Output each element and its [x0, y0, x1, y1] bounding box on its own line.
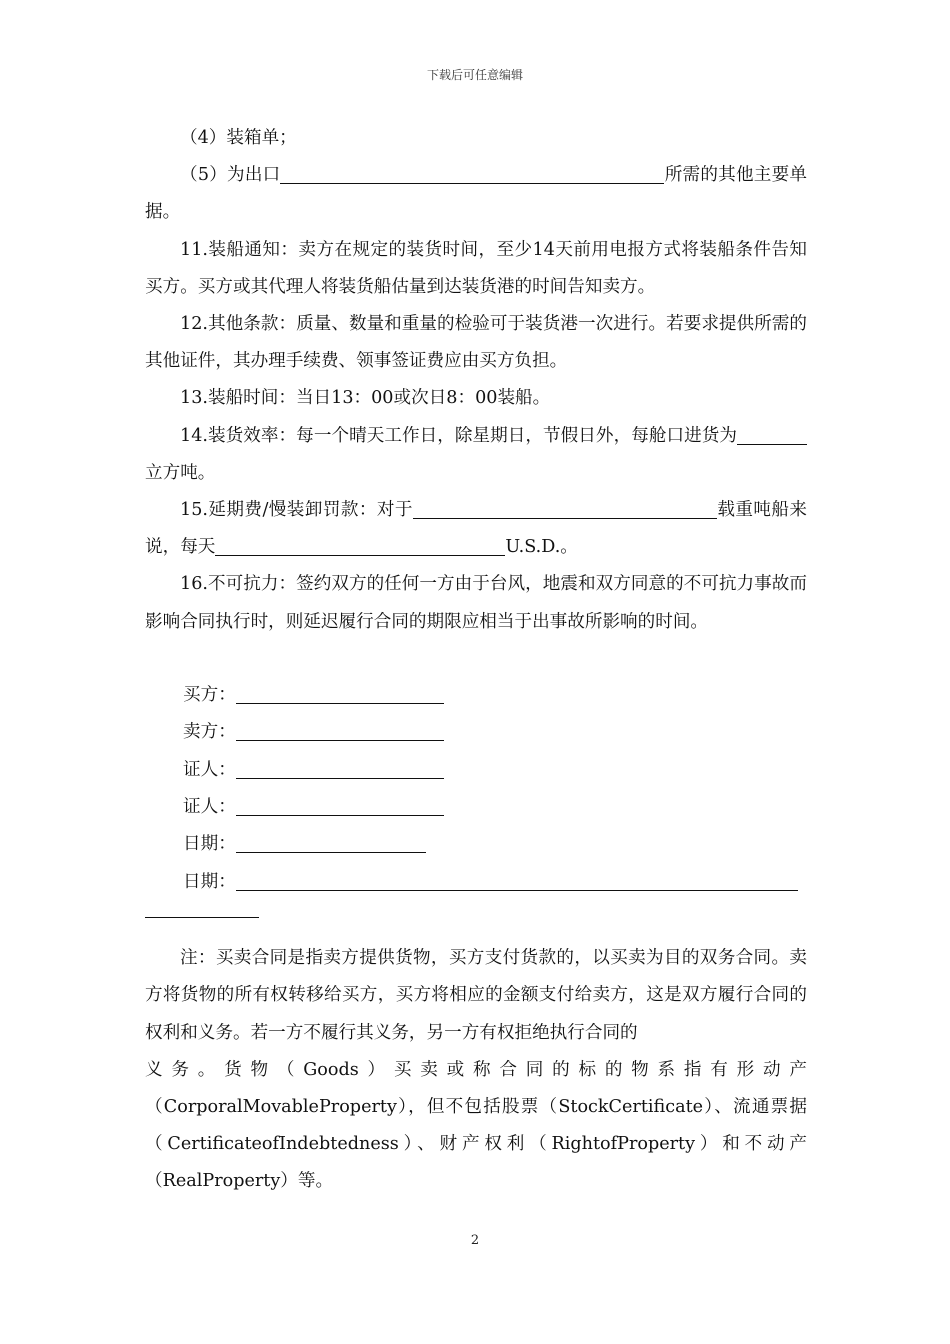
document-body [145, 120, 807, 1201]
witness2-signature-line[interactable] [236, 793, 444, 816]
note-line-2: 义务。货物（Goods）买卖或称合同的标的物系指有形动产 [145, 1059, 807, 1080]
seller-signature-row [145, 714, 807, 751]
clause-15-suffix: U.S.D.。 [505, 537, 578, 558]
page-header: 下载后可任意编辑 [426, 68, 523, 82]
witness2-label: 证人： [183, 797, 236, 818]
witness2-signature-row [145, 789, 807, 826]
date2-row [145, 864, 807, 901]
item-4: （4）装箱单； [180, 128, 297, 148]
witness1-signature-line[interactable] [236, 756, 444, 779]
buyer-signature-row [145, 677, 807, 714]
note-line-3: （CorporalMovableProperty），但不包括股票（StockCertificate）、流通票据（CertificateofIndebtedness）、财产权利（RightofProperty）和不动产（RealProperty）等。 [145, 1097, 807, 1192]
clause-14 [145, 418, 807, 492]
item-5-suffix: 所需的其他主要单据。 [145, 165, 807, 223]
daily-fee-blank [215, 533, 505, 556]
item-5-prefix: （5）为出口 [180, 165, 281, 186]
tonnage-blank [413, 496, 717, 519]
buyer-signature-line[interactable] [236, 681, 444, 704]
date1-row [145, 826, 807, 863]
clause-14-suffix: 立方吨。 [145, 462, 216, 483]
date1-label: 日期： [183, 834, 236, 855]
clause-16: 16.不可抗力：签约双方的任何一方由于台风，地震和双方同意的不可抗力事故而影响合同执行时，则延迟履行合同的期限应相当于出事故所影响的时间。 [145, 574, 807, 632]
witness1-signature-row [145, 752, 807, 789]
note-section [145, 940, 807, 1200]
witness1-label: 证人： [183, 759, 236, 780]
seller-label: 卖方： [183, 722, 236, 743]
buyer-label: 买方： [183, 684, 236, 705]
clause-14-prefix: 14.装货效率：每一个晴天工作日，除星期日，节假日外，每舱口进货为 [180, 425, 737, 446]
note-line-1: 注：买卖合同是指卖方提供货物，买方支付货款的，以买卖为目的双务合同。卖方将货物的所有权转移给买方，买方将相应的金额支付给卖方，这是双方履行合同的权利和义务。若一方不履行其义务，另一方有权拒绝执行合同的 [145, 948, 807, 1043]
page-number: 2 [470, 1233, 480, 1248]
clause-13: 13.装船时间：当日13：00或次日8：00装船。 [180, 388, 551, 409]
clause-11: 11.装船通知：卖方在规定的装货时间，至少14天前用电报方式将装船条件告知买方。买方或其代理人将装货船估量到达装货港的时间告知卖方。 [145, 239, 807, 297]
clause-15 [145, 492, 807, 566]
clause-12: 12.其他条款：质量、数量和重量的检验可于装货港一次进行。若要求提供所需的其他证件，其办理手续费、领事签证费应由买方负担。 [145, 314, 807, 372]
date1-line[interactable] [236, 830, 426, 853]
export-blank [280, 161, 664, 184]
date2-line[interactable] [236, 868, 798, 891]
clause-15-middle: 载重吨船来说，每天 [145, 500, 807, 558]
date2-label: 日期： [183, 871, 236, 892]
item-5 [145, 157, 807, 231]
loading-rate-blank [737, 422, 807, 445]
signature-block [145, 677, 807, 918]
seller-signature-line[interactable] [236, 718, 444, 741]
clause-15-prefix: 15.延期费/慢装卸罚款：对于 [180, 500, 413, 521]
